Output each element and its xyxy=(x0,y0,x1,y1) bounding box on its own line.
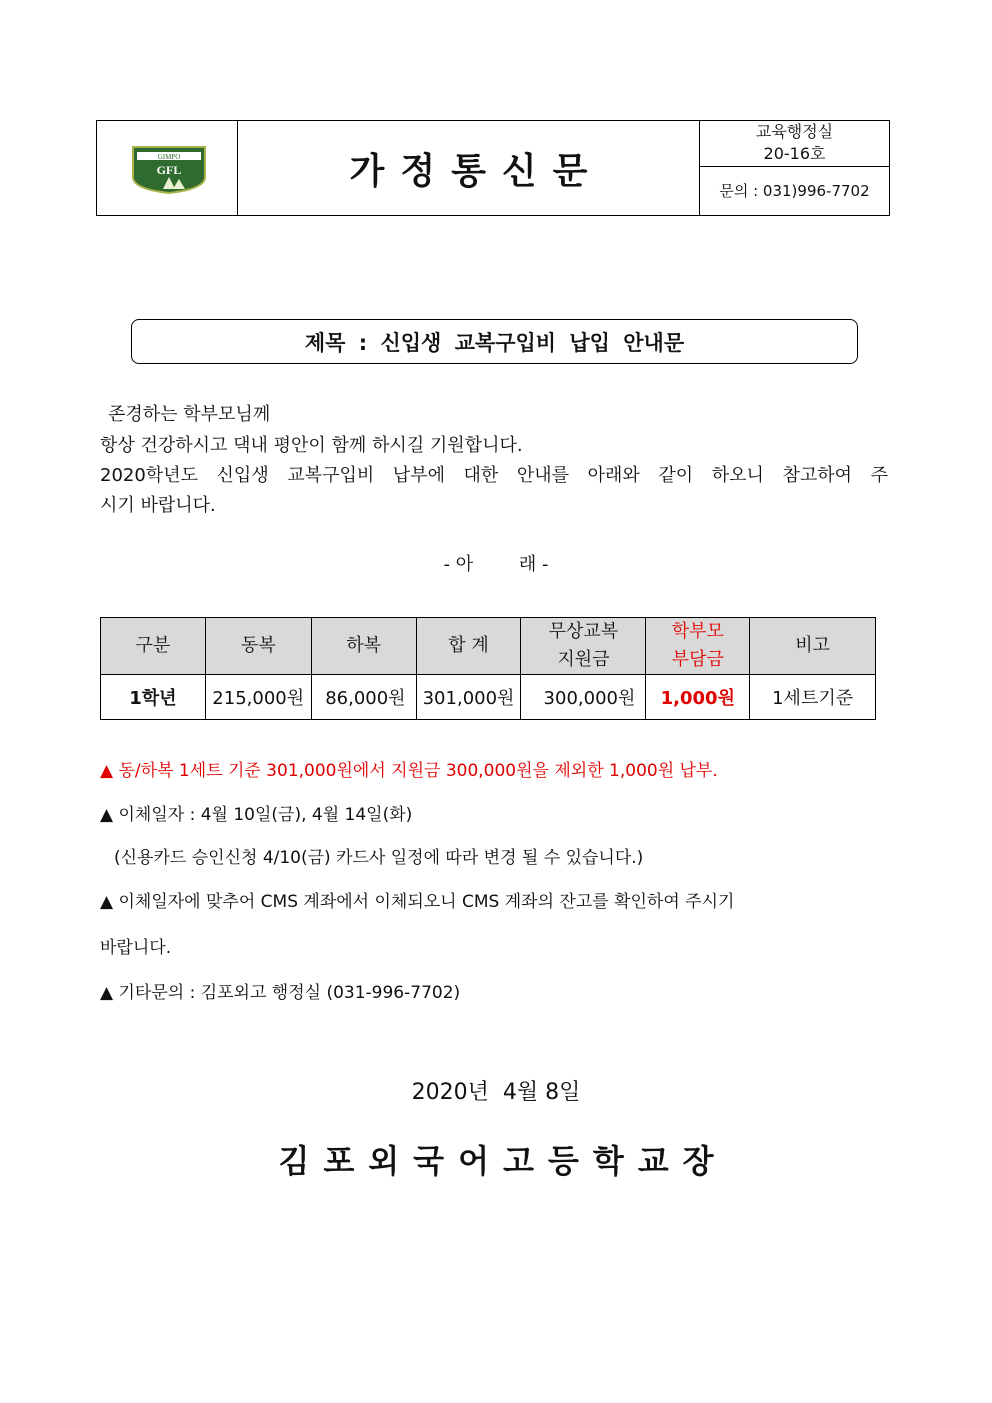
office-name: 교육행정실 xyxy=(755,122,834,141)
fee-table xyxy=(100,617,876,720)
note-payment: ▲ 동/하복 1세트 기준 301,000원에서 지원금 300,000원을 제외한 1,000원 납부. xyxy=(100,761,718,781)
school-logo xyxy=(129,143,209,195)
header-summer: 하복 xyxy=(311,618,416,675)
office-info xyxy=(700,121,889,167)
header-winter: 동복 xyxy=(205,618,311,675)
note-cms-cont: 바랍니다. xyxy=(100,938,172,958)
header-total: 합 계 xyxy=(416,618,521,675)
greeting: 존경하는 학부모님께 xyxy=(108,404,271,425)
note-credit-card: (신용카드 승인신청 4/10(금) 카드사 일정에 따라 변경 될 수 있습니다.) xyxy=(114,848,644,868)
issue-date: 2020년 4월 8일 xyxy=(411,1080,581,1105)
body-line-3: 시기 바랍니다. xyxy=(100,495,216,516)
cell-note: 1세트기준 xyxy=(750,675,876,720)
note-cms: ▲ 이체일자에 맞추어 CMS 계좌에서 이체되오니 CMS 계좌의 잔고를 확인하여 주시기 xyxy=(100,892,735,912)
header-note: 비고 xyxy=(750,618,876,675)
cell-total: 301,000원 xyxy=(416,675,521,720)
section-marker: - 아 래 - xyxy=(443,554,549,575)
cell-support: 300,000원 xyxy=(521,675,646,720)
table-row xyxy=(101,675,876,720)
note-transfer-date: ▲ 이체일자 : 4월 10일(금), 4월 14일(화) xyxy=(100,805,413,825)
document-title: 가정통신문 xyxy=(349,150,604,192)
header-grade: 구분 xyxy=(101,618,206,675)
document-number: 20-16호 xyxy=(763,144,826,163)
header-support: 무상교복 지원금 xyxy=(521,618,646,675)
table-header-row xyxy=(101,618,876,675)
svg-text:GIMPO: GIMPO xyxy=(157,153,181,161)
contact-info: 문의 : 031)996-7702 xyxy=(719,182,870,200)
header-box xyxy=(96,120,890,216)
subject-box xyxy=(131,319,858,364)
cell-grade: 1학년 xyxy=(101,675,206,720)
cell-summer: 86,000원 xyxy=(311,675,416,720)
school-name: 김포외국어고등학교장 xyxy=(278,1142,728,1180)
cell-parent: 1,000원 xyxy=(646,675,750,720)
svg-text:GFL: GFL xyxy=(156,163,182,177)
header-parent: 학부모 부담금 xyxy=(646,618,750,675)
subject-title: 제목 : 신입생 교복구입비 납입 안내문 xyxy=(304,330,685,355)
body-line-2: 2020학년도 신입생 교복구입비 납부에 대한 안내를 아래와 같이 하오니 참고하여 주 xyxy=(100,465,888,486)
title-cell xyxy=(238,121,700,215)
body-line-1: 항상 건강하시고 댁내 평안이 함께 하시길 기원합니다. xyxy=(100,435,523,456)
logo-cell xyxy=(97,121,238,215)
cell-winter: 215,000원 xyxy=(205,675,311,720)
note-inquiry: ▲ 기타문의 : 김포외고 행정실 (031-996-7702) xyxy=(100,983,461,1003)
